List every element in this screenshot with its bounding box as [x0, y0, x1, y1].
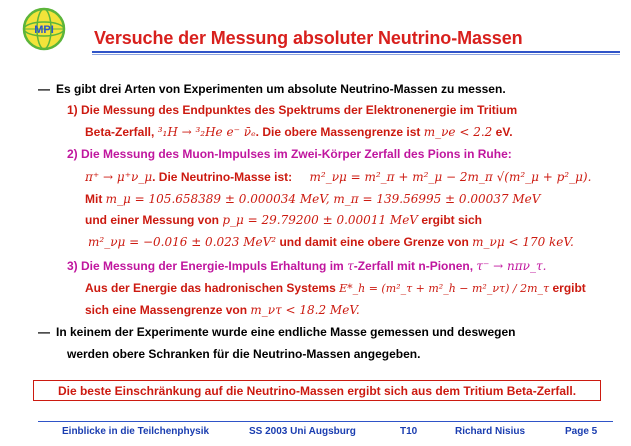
footer-semester: SS 2003 Uni Augsburg [249, 426, 356, 437]
summary-box: Die beste Einschränkung auf die Neutrino-Massen ergibt sich aus dem Tritium Beta-Zerfall. [33, 380, 601, 401]
footer-code: T10 [400, 426, 418, 437]
item2-line4: und einer Messung von p_μ = 29.79200 ± 0.00011 MeV ergibt sich [85, 213, 482, 227]
title-underline [92, 51, 620, 53]
title-underline-thin [92, 54, 620, 55]
item3-line1: 3) Die Messung der Energie-Impuls Erhaltung im τ-Zerfall mit n-Pionen, τ⁻ → nπν_τ. [67, 259, 547, 273]
footer-course: Einblicke in die Teilchenphysik [62, 426, 210, 437]
footer-page: Page 5 [565, 426, 598, 437]
item3-line3: sich eine Massengrenze von m_ντ < 18.2 MeV. [85, 303, 360, 317]
footer-author: Richard Nisius [455, 426, 526, 437]
muon-neutrino-mass-squared: m²_νμ = −0.016 ± 0.023 MeV² [88, 235, 277, 249]
logo-text: MPI [34, 24, 54, 36]
muon-neutrino-mass-formula: m²_νμ = m²_π + m²_μ − 2m_π √(m²_μ + p²_μ). [309, 170, 592, 184]
pion-decay-formula: π⁺ → μ⁺ν_μ [85, 170, 153, 184]
electron-neutrino-limit: m_νe < 2.2 [423, 125, 493, 139]
bullet-dash: — [38, 82, 50, 96]
hadronic-energy-formula: E*_h = (m²_τ + m²_h − m²_ντ) / 2m_τ [339, 282, 550, 295]
muon-pion-masses: m_μ = 105.658389 ± 0.000034 MeV, m_π = 139.56995 ± 0.00037 MeV [105, 192, 541, 206]
item1-line2: Beta-Zerfall, ³₁H → ³₂He e⁻ ν̄ₑ. Die obere Massengrenze ist m_νe < 2.2 eV. [85, 125, 513, 139]
mpi-logo-icon [22, 7, 66, 51]
muon-momentum: p_μ = 29.79200 ± 0.00011 MeV [222, 213, 418, 227]
item2-line1: 2) Die Messung des Muon-Impulses im Zwei-Körper Zerfall des Pions in Ruhe: [67, 147, 512, 161]
bullet-conclusion: — In keinem der Experimente wurde eine endliche Masse gemessen und deswegen [38, 325, 516, 339]
item1-line1: 1) Die Messung des Endpunktes des Spektrums der Elektronenergie im Tritium [67, 103, 518, 117]
tau-decay-formula: τ⁻ → nπν_τ. [476, 259, 547, 273]
page-title: Versuche der Messung absoluter Neutrino-Massen [94, 28, 523, 48]
item3-line2: Aus der Energie das hadronischen Systems E*_h = (m²_τ + m²_h − m²_ντ) / 2m_τ ergibt [85, 281, 586, 295]
item2-line2: π⁺ → μ⁺ν_μ. Die Neutrino-Masse ist: m²_νμ = m²_π + m²_μ − 2m_π √(m²_μ + p²_μ). [85, 170, 592, 184]
footer-rule [38, 421, 613, 422]
tritium-decay-formula: ³₁H → ³₂He e⁻ ν̄ₑ [157, 125, 256, 139]
muon-neutrino-limit: m_νμ < 170 keV. [472, 235, 574, 249]
bullet-intro: — Es gibt drei Arten von Experimenten um absolute Neutrino-Massen zu messen. [38, 82, 506, 96]
tau-neutrino-limit: m_ντ < 18.2 MeV. [250, 303, 360, 317]
item2-line3: Mit m_μ = 105.658389 ± 0.000034 MeV, m_π = 139.56995 ± 0.00037 MeV [85, 192, 541, 206]
bullet-dash: — [38, 325, 50, 339]
item2-line5: m²_νμ = −0.016 ± 0.023 MeV² und damit eine obere Grenze von m_νμ < 170 keV. [88, 235, 574, 249]
bullet-conclusion-line2: werden obere Schranken für die Neutrino-Massen angegeben. [67, 347, 421, 361]
